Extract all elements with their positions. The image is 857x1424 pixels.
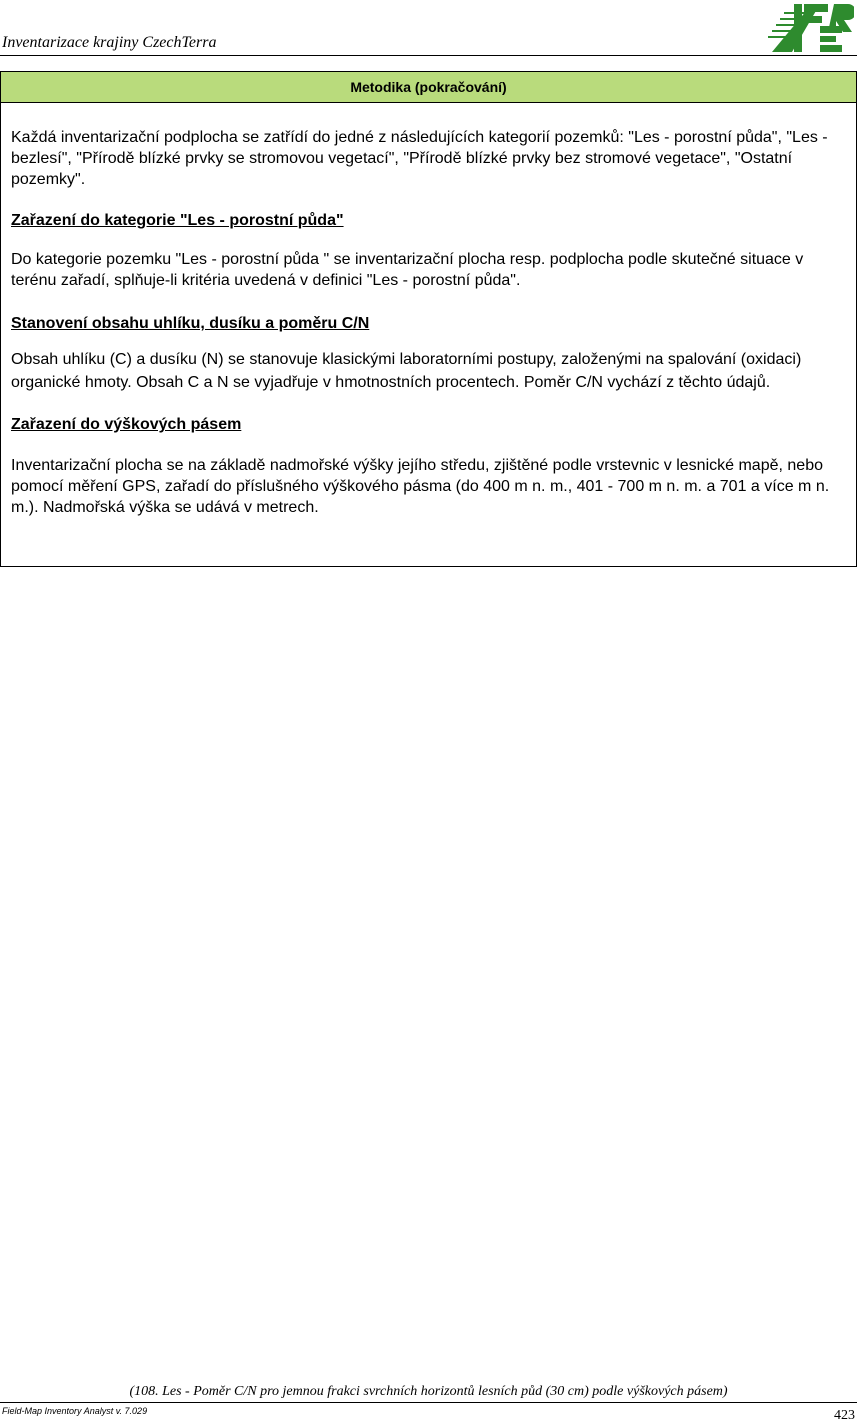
panel-body: [1, 103, 856, 518]
panel-title: Metodika (pokračování): [1, 72, 856, 103]
section-heading-forest-category: Zařazení do kategorie "Les - porostní půda": [11, 212, 344, 229]
header-rule: [0, 55, 857, 56]
methodology-panel: [0, 71, 857, 567]
page-number: 423: [834, 1408, 855, 1423]
figure-caption: (108. Les - Poměr C/N pro jemnou frakci svrchních horizontů lesních půd (30 cm) podle výškových pásem): [129, 1384, 728, 1399]
section-heading-carbon-nitrogen: Stanovení obsahu uhlíku, dusíku a poměru C/N: [11, 315, 370, 332]
intro-paragraph: Každá inventarizační podplocha se zatřídí do jedné z následujících kategorií pozemků: "Les - porostní půda", "Les - bezlesí", "Přírodě blízké prvky se stromovou vegetací", "Přírodě blízké prvky bez stromové vegetace", "Ostatní pozemky".: [11, 129, 828, 188]
section-text-carbon-nitrogen: Obsah uhlíku (C) a dusíku (N) se stanovuje klasickými laboratorními postupy, založenými na spalování (oxidaci) organické hmoty. Obsah C a N se vyjadřuje v hmotnostních procentech. Poměr C/N vychází z těchto údajů.: [11, 351, 802, 391]
section-text-altitude-zones: Inventarizační plocha se na základě nadmořské výšky jejího středu, zjištěné podle vrstevnic v lesnické mapě, nebo pomocí měření GPS, zařadí do příslušného výškového pásma (do 400 m n. m., 401 - 700 m n. m. a 701 a více m n. m.). Nadmořská výška se udává v metrech.: [11, 457, 830, 516]
ifer-logo: [760, 0, 854, 54]
software-version: Field-Map Inventory Analyst v. 7.029: [2, 1406, 148, 1416]
section-heading-altitude-zones: Zařazení do výškových pásem: [11, 416, 242, 433]
document-header-title: Inventarizace krajiny CzechTerra: [2, 34, 217, 51]
footer-rule: [0, 1402, 857, 1403]
section-text-forest-category: Do kategorie pozemku "Les - porostní půda " se inventarizační plocha resp. podplocha podle skutečné situace v terénu zařadí, splňuje-li kritéria uvedená v definici "Les - porostní půda".: [11, 251, 804, 289]
